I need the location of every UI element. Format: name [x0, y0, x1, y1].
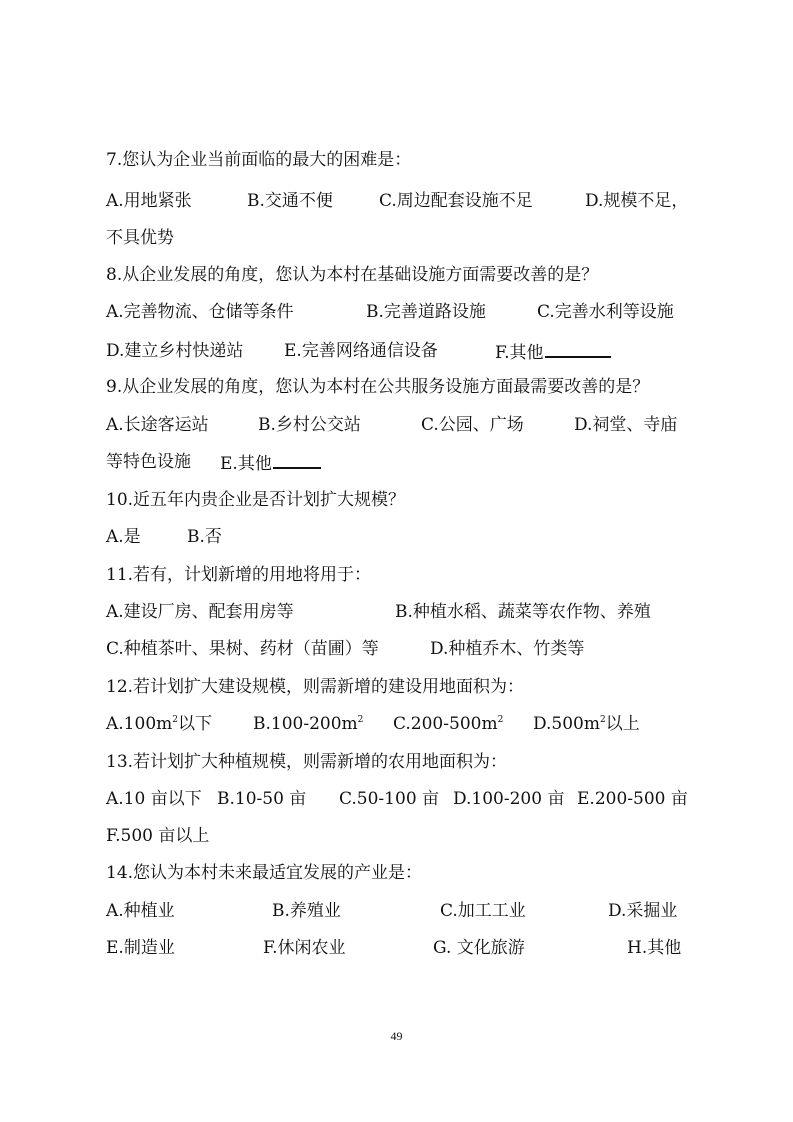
- option-8a[interactable]: A.完善物流、仓储等条件: [106, 302, 294, 322]
- option-12a[interactable]: [106, 713, 212, 735]
- question-9-options-row2: [106, 451, 696, 473]
- option-7b[interactable]: B.交通不便: [247, 191, 333, 211]
- option-10b[interactable]: B.否: [187, 527, 222, 547]
- question-12-options-row1: [106, 713, 696, 735]
- option-9d[interactable]: D.祠堂、寺庙: [574, 415, 678, 435]
- option-9b[interactable]: B.乡村公交站: [258, 415, 361, 435]
- question-9-options-row1: [106, 414, 696, 436]
- option-11a[interactable]: A.建设厂房、配套用房等: [106, 602, 294, 622]
- option-12b-sup: 2: [357, 715, 364, 725]
- option-12d-sup: 2: [600, 715, 606, 725]
- question-14-text: 14.您认为本村未来最适宜发展的产业是：: [106, 863, 423, 883]
- option-12c-sup: 2: [497, 715, 504, 725]
- question-14-options-row2: [106, 937, 696, 959]
- option-9e[interactable]: [220, 451, 321, 475]
- option-11d[interactable]: D.种植乔木、竹类等: [430, 639, 585, 659]
- question-12-text: 12.若计划扩大建设规模，则需新增的建设用地面积为：: [106, 677, 525, 697]
- option-14d[interactable]: D.采掘业: [608, 901, 678, 921]
- option-12d-suffix: 以上: [605, 714, 640, 734]
- option-12a-sup: 2: [172, 715, 178, 725]
- option-14e[interactable]: E.制造业: [106, 938, 175, 958]
- question-11-options-row2: [106, 638, 696, 660]
- option-8f-label: F.其他: [495, 343, 544, 363]
- option-9e-label: E.其他: [220, 454, 272, 474]
- option-13b[interactable]: B.10-50 亩: [217, 789, 307, 809]
- option-12b-label: B.100-200m: [253, 714, 358, 734]
- option-7a[interactable]: A.用地紧张: [106, 191, 192, 211]
- option-14c[interactable]: C.加工工业: [440, 901, 526, 921]
- option-14g[interactable]: G. 文化旅游: [433, 938, 525, 958]
- option-13d[interactable]: D.100-200 亩: [453, 789, 565, 809]
- option-13c[interactable]: C.50-100 亩: [339, 789, 440, 809]
- question-14-options-row1: [106, 900, 696, 922]
- question-13-text: 13.若计划扩大种植规模，则需新增的农用地面积为：: [106, 752, 508, 772]
- option-8f[interactable]: [495, 340, 611, 364]
- option-8e[interactable]: E.完善网络通信设备: [284, 341, 438, 361]
- option-14h[interactable]: H.其他: [627, 938, 682, 958]
- option-12c-label: C.200-500m: [393, 714, 498, 734]
- option-14a[interactable]: A.种植业: [106, 901, 175, 921]
- question-7-text: 7.您认为企业当前面临的最大的困难是：: [106, 150, 412, 170]
- option-12d[interactable]: [533, 713, 640, 735]
- question-9-text: 9.从企业发展的角度，您认为本村在公共服务设施方面最需要改善的是？: [106, 377, 650, 397]
- option-13e[interactable]: E.200-500 亩: [577, 789, 688, 809]
- option-14f[interactable]: F.休闲农业: [263, 938, 346, 958]
- option-13a[interactable]: A.10 亩以下: [106, 789, 202, 809]
- option-11b[interactable]: B.种植水稻、蔬菜等农作物、养殖: [395, 602, 651, 622]
- question-10-options-row1: [106, 526, 696, 548]
- page-number: 49: [390, 1029, 403, 1043]
- option-12d-label: D.500m: [533, 714, 600, 734]
- option-7c[interactable]: C.周边配套设施不足: [379, 191, 533, 211]
- option-12b[interactable]: [253, 713, 363, 735]
- question-13-options-row1: [106, 788, 696, 810]
- option-9c[interactable]: C.公园、广场: [421, 415, 524, 435]
- question-8-options-row1: [106, 301, 696, 323]
- option-9d-continued: 等特色设施: [106, 452, 191, 472]
- option-13f[interactable]: F.500 亩以上: [106, 826, 210, 846]
- question-11-options-row1: [106, 601, 696, 623]
- option-8d[interactable]: D.建立乡村快递站: [106, 341, 244, 361]
- question-10-text: 10.近五年内贵企业是否计划扩大规模？: [106, 490, 406, 510]
- option-10a[interactable]: A.是: [106, 527, 141, 547]
- question-7-options-row1: [106, 190, 696, 212]
- option-11c[interactable]: C.种植茶叶、果树、药材（苗圃）等: [106, 639, 379, 659]
- option-8b[interactable]: B.完善道路设施: [366, 302, 486, 322]
- option-14b[interactable]: B.养殖业: [272, 901, 341, 921]
- option-8f-blank-line[interactable]: [545, 340, 611, 358]
- question-8-options-row2: [106, 340, 696, 362]
- question-8-text: 8.从企业发展的角度，您认为本村在基础设施方面需要改善的是？: [106, 265, 599, 285]
- option-9e-blank-line[interactable]: [273, 451, 321, 469]
- option-7d-continued: 不具优势: [106, 228, 174, 248]
- option-8c[interactable]: C.完善水利等设施: [537, 302, 674, 322]
- option-7d[interactable]: D.规模不足，: [585, 191, 689, 211]
- question-11-text: 11.若有，计划新增的用地将用于：: [106, 565, 372, 585]
- option-9a[interactable]: A.长途客运站: [106, 415, 209, 435]
- option-12a-suffix: 以下: [177, 714, 212, 734]
- option-12a-label: A.100m: [106, 714, 173, 734]
- option-12c[interactable]: [393, 713, 503, 735]
